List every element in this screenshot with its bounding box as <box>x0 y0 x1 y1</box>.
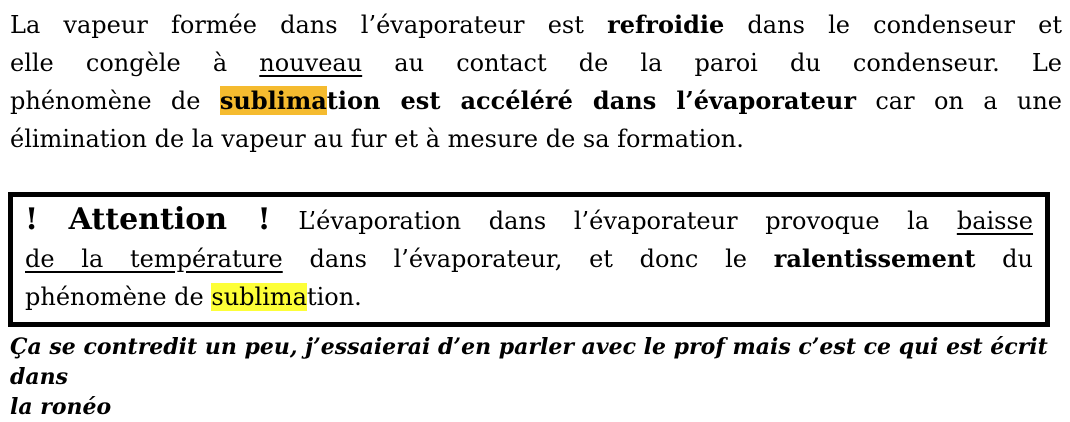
underlined-term-nouveau: nouveau <box>259 49 363 77</box>
bold-term-refroidie: refroidie <box>607 10 725 39</box>
text-segment: élimination de la vapeur au fur et à mesure de sa formation. <box>10 125 744 153</box>
bold-term-ralentissement: ralentissement <box>773 244 976 273</box>
attention-box <box>8 192 1050 327</box>
text-line <box>25 278 1033 316</box>
attention-title: ! Attention ! <box>25 202 271 237</box>
text-line <box>10 44 1062 82</box>
highlighted-term-sublimation-orange: sublima <box>219 86 327 115</box>
text-segment: Ça se contredit un peu, j’essaierai d’en parler avec le prof mais c’est ce qui est écrit dans <box>10 334 1048 390</box>
document-page <box>0 6 1070 420</box>
text-segment: au contact de la paroi du condenseur. Le <box>362 49 1063 77</box>
text-line <box>10 120 1062 158</box>
text-segment: dans l’évaporateur, et donc le <box>282 245 774 273</box>
text-segment: car on a une <box>856 87 1063 115</box>
footnote-remark <box>10 332 1062 422</box>
text-segment: L’évaporation dans l’évaporateur provoque la <box>270 207 957 235</box>
highlighted-term-sublimation-yellow: sublima <box>211 283 307 311</box>
underlined-phrase-temperature: de la température <box>25 245 283 273</box>
paragraph-evaporation <box>10 6 1062 158</box>
text-line <box>10 332 1062 392</box>
text-segment: du <box>975 245 1033 273</box>
underlined-phrase-baisse: baisse <box>956 207 1034 235</box>
text-segment: la ronéo <box>10 394 112 420</box>
text-segment: elle congèle à <box>10 49 260 77</box>
text-segment: phénomène de <box>25 283 212 311</box>
text-line <box>10 6 1062 44</box>
text-line <box>10 392 1062 422</box>
text-segment: La vapeur formée dans l’évaporateur est <box>10 11 608 39</box>
text-segment: dans le condenseur et <box>724 11 1062 39</box>
text-line <box>25 201 1033 240</box>
text-segment: tion. <box>306 283 362 311</box>
bold-phrase-accelere: tion est accéléré dans l’évaporateur <box>326 86 856 115</box>
text-line <box>10 82 1062 120</box>
text-line <box>25 240 1033 278</box>
text-segment: phénomène de <box>10 87 220 115</box>
